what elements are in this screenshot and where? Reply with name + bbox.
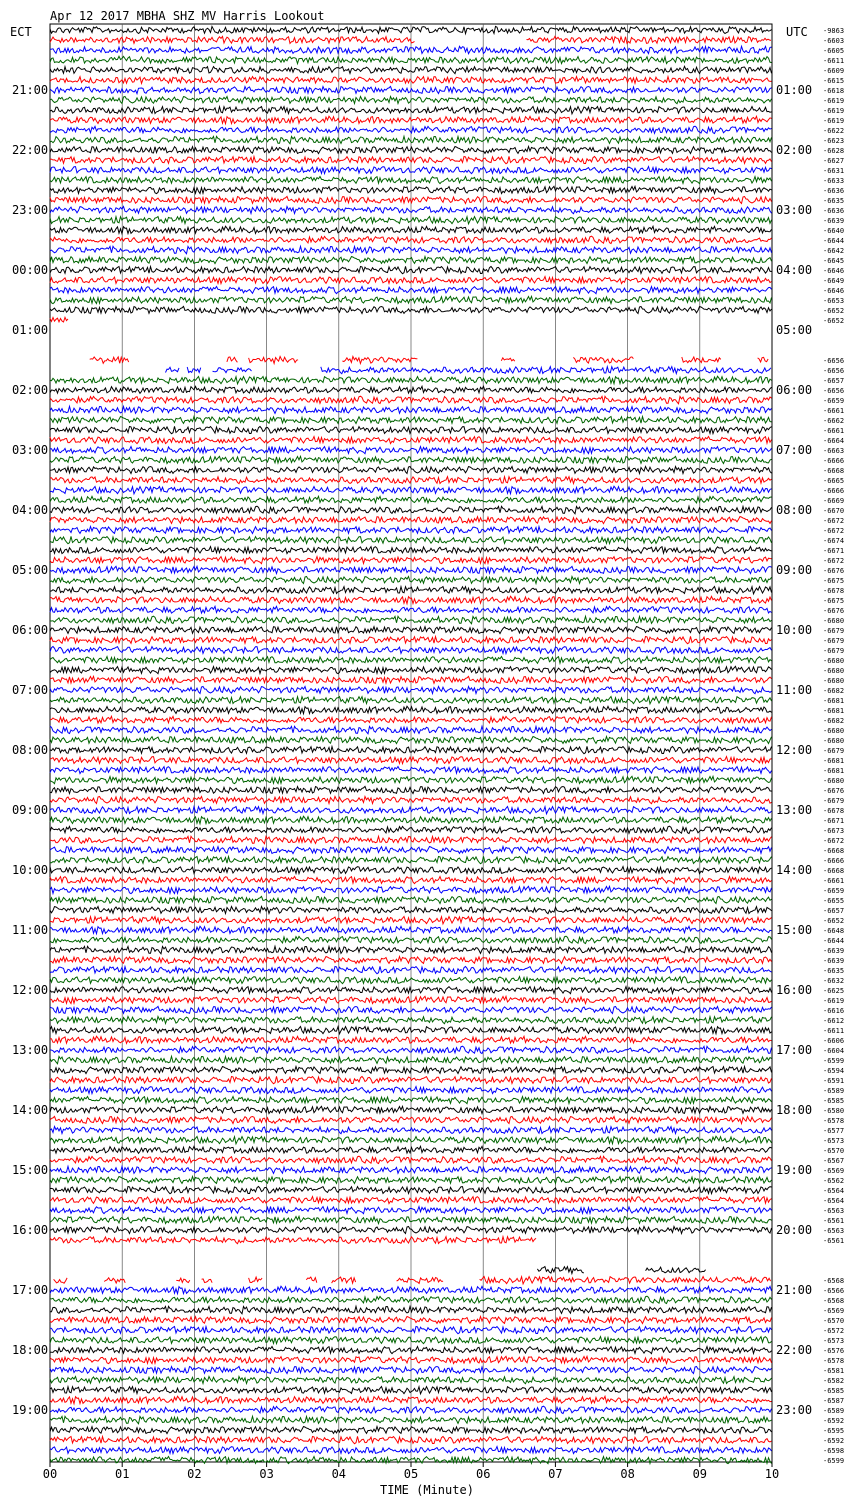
row-value-label: -6668 — [823, 467, 845, 475]
seismic-trace — [50, 317, 68, 322]
right-hour-label: 11:00 — [776, 683, 813, 697]
row-value-label: -6585 — [823, 1097, 845, 1105]
row-value-label: -6635 — [823, 197, 845, 205]
x-tick-label: 08 — [620, 1467, 635, 1481]
row-value-label: -6627 — [823, 157, 845, 165]
row-value-label: -6615 — [823, 77, 845, 85]
row-value-label: -6611 — [823, 57, 845, 65]
row-value-label: -6561 — [823, 1217, 845, 1225]
row-value-label: -6657 — [823, 907, 845, 915]
row-value-label: -6672 — [823, 557, 845, 565]
row-value-label: -6570 — [823, 1147, 845, 1155]
left-hour-label: 09:00 — [12, 803, 49, 817]
left-hour-label: 14:00 — [12, 1103, 49, 1117]
row-value-label: -6680 — [823, 667, 845, 675]
row-value-label: -6681 — [823, 707, 845, 715]
row-value-label: -6680 — [823, 677, 845, 685]
seismic-trace — [213, 368, 252, 373]
x-tick-label: 07 — [548, 1467, 563, 1481]
row-value-label: -6568 — [823, 1277, 845, 1285]
row-value-label: -6645 — [823, 257, 845, 265]
x-tick-label: 02 — [187, 1467, 202, 1481]
left-hour-label: 07:00 — [12, 683, 49, 697]
row-value-label: -6668 — [823, 847, 845, 855]
row-value-label: -6573 — [823, 1137, 845, 1145]
row-value-label: -6576 — [823, 1347, 845, 1355]
right-hour-label: 14:00 — [776, 863, 813, 877]
row-value-label: -6619 — [823, 97, 845, 105]
row-value-label: -6676 — [823, 607, 845, 615]
row-value-label: -6573 — [823, 1337, 845, 1345]
seismic-trace — [646, 1267, 706, 1273]
row-value-label: -6679 — [823, 747, 845, 755]
seismic-trace — [50, 36, 415, 43]
row-value-label: -6681 — [823, 767, 845, 775]
row-value-label: -6672 — [823, 837, 845, 845]
row-value-label: -6623 — [823, 137, 845, 145]
row-value-label: -6582 — [823, 1377, 845, 1385]
row-value-label: -6648 — [823, 927, 845, 935]
seismic-trace — [249, 1277, 263, 1282]
row-value-label: -6561 — [823, 1237, 845, 1245]
row-value-label: -6679 — [823, 647, 845, 655]
row-value-label: -6646 — [823, 287, 845, 295]
seismic-trace — [332, 1277, 356, 1283]
right-hour-label: 10:00 — [776, 623, 813, 637]
x-tick-label: 01 — [114, 1467, 130, 1481]
row-value-label: -6564 — [823, 1197, 845, 1205]
left-hour-label: 03:00 — [12, 443, 49, 457]
row-value-label: -6669 — [823, 497, 845, 505]
row-value-label: -6603 — [823, 37, 845, 45]
row-value-label: -6680 — [823, 777, 845, 785]
left-hour-label: 01:00 — [12, 323, 49, 337]
seismic-trace — [306, 1277, 317, 1283]
seismic-trace — [537, 1267, 584, 1274]
row-value-label: -6612 — [823, 1017, 845, 1025]
row-value-label: -6680 — [823, 657, 845, 665]
row-value-label: -6631 — [823, 167, 845, 175]
row-value-label: -6563 — [823, 1207, 845, 1215]
row-value-label: -9863 — [823, 27, 845, 35]
row-value-label: -6570 — [823, 1317, 845, 1325]
row-value-label: -6681 — [823, 757, 845, 765]
row-value-label: -6655 — [823, 897, 845, 905]
seismic-trace — [227, 357, 238, 362]
seismic-trace — [397, 1278, 444, 1284]
row-value-label: -6672 — [823, 517, 845, 525]
x-axis-label: TIME (Minute) — [380, 1483, 474, 1497]
row-value-label: -6591 — [823, 1077, 845, 1085]
seismic-trace — [176, 1278, 190, 1283]
left-hour-label: 23:00 — [12, 203, 49, 217]
x-tick-label: 09 — [692, 1467, 708, 1481]
x-tick-label: 04 — [331, 1467, 347, 1481]
seismic-trace — [573, 357, 633, 363]
left-hour-label: 00:00 — [12, 263, 49, 277]
row-value-label: -6670 — [823, 507, 845, 515]
row-value-label: -6656 — [823, 357, 845, 365]
row-value-label: -6665 — [823, 477, 845, 485]
row-value-label: -6632 — [823, 977, 845, 985]
right-hour-label: 17:00 — [776, 1043, 813, 1057]
row-value-label: -6595 — [823, 1427, 845, 1435]
left-hour-label: 17:00 — [12, 1283, 49, 1297]
row-value-label: -6672 — [823, 527, 845, 535]
right-hour-label: 23:00 — [776, 1403, 813, 1417]
row-value-label: -6594 — [823, 1067, 845, 1075]
row-value-label: -6639 — [823, 947, 845, 955]
row-value-label: -6585 — [823, 1387, 845, 1395]
left-hour-label: 02:00 — [12, 383, 49, 397]
row-value-label: -6587 — [823, 1397, 845, 1405]
row-value-label: -6578 — [823, 1117, 845, 1125]
row-value-label: -6605 — [823, 47, 845, 55]
row-value-label: -6661 — [823, 407, 845, 415]
right-hour-label: 22:00 — [776, 1343, 813, 1357]
row-value-label: -6675 — [823, 597, 845, 605]
right-hour-label: 02:00 — [776, 143, 813, 157]
left-hour-label: 13:00 — [12, 1043, 49, 1057]
left-hour-label: 15:00 — [12, 1163, 49, 1177]
x-tick-label: 00 — [42, 1467, 58, 1481]
row-value-label: -6572 — [823, 1327, 845, 1335]
row-value-label: -6622 — [823, 127, 845, 135]
row-value-label: -6649 — [823, 277, 845, 285]
right-hour-label: 15:00 — [776, 923, 813, 937]
row-value-label: -6606 — [823, 1037, 845, 1045]
row-value-label: -6652 — [823, 317, 845, 325]
left-timezone-label: ECT — [10, 25, 32, 39]
row-value-label: -6673 — [823, 827, 845, 835]
row-value-label: -6680 — [823, 727, 845, 735]
row-value-label: -6662 — [823, 417, 845, 425]
seismic-trace — [321, 367, 771, 374]
right-hour-label: 20:00 — [776, 1223, 813, 1237]
row-value-label: -6633 — [823, 177, 845, 185]
left-hour-label: 06:00 — [12, 623, 49, 637]
left-hour-label: 16:00 — [12, 1223, 49, 1237]
row-value-label: -6566 — [823, 1287, 845, 1295]
row-value-label: -6567 — [823, 1157, 845, 1165]
left-hour-label: 05:00 — [12, 563, 49, 577]
row-value-label: -6619 — [823, 107, 845, 115]
x-tick-label: 06 — [475, 1467, 491, 1481]
row-value-label: -6652 — [823, 917, 845, 925]
row-value-label: -6656 — [823, 367, 845, 375]
row-value-label: -6599 — [823, 1057, 845, 1065]
left-hour-label: 18:00 — [12, 1343, 49, 1357]
right-timezone-label: UTC — [786, 25, 808, 39]
right-hour-label: 06:00 — [776, 383, 813, 397]
row-value-label: -6581 — [823, 1367, 845, 1375]
row-value-label: -6659 — [823, 887, 845, 895]
seismic-trace — [527, 36, 772, 43]
row-value-label: -6577 — [823, 1127, 845, 1135]
seismic-trace — [187, 367, 201, 373]
row-value-label: -6609 — [823, 67, 845, 75]
row-value-label: -6563 — [823, 1227, 845, 1235]
seismic-trace — [54, 1278, 68, 1283]
right-hour-label: 21:00 — [776, 1283, 813, 1297]
left-hour-label: 04:00 — [12, 503, 49, 517]
seismic-trace — [758, 357, 769, 362]
row-value-label: -6666 — [823, 457, 845, 465]
x-tick-label: 05 — [403, 1467, 419, 1481]
right-hour-label: 01:00 — [776, 83, 813, 97]
row-value-label: -6592 — [823, 1437, 845, 1445]
row-value-label: -6679 — [823, 797, 845, 805]
left-hour-label: 11:00 — [12, 923, 49, 937]
row-value-label: -6592 — [823, 1417, 845, 1425]
left-hour-label: 10:00 — [12, 863, 49, 877]
row-value-label: -6664 — [823, 437, 845, 445]
row-value-label: -6642 — [823, 247, 845, 255]
seismic-trace — [249, 357, 299, 364]
row-value-label: -6644 — [823, 937, 845, 945]
row-value-label: -6671 — [823, 817, 845, 825]
row-value-label: -6679 — [823, 627, 845, 635]
row-value-label: -6628 — [823, 147, 845, 155]
row-value-label: -6656 — [823, 387, 845, 395]
row-value-label: -6661 — [823, 427, 845, 435]
row-value-label: -6599 — [823, 1457, 845, 1465]
right-hour-label: 03:00 — [776, 203, 813, 217]
row-value-label: -6671 — [823, 547, 845, 555]
left-hour-label: 22:00 — [12, 143, 49, 157]
row-value-label: -6668 — [823, 867, 845, 875]
right-hour-label: 08:00 — [776, 503, 813, 517]
row-value-label: -6682 — [823, 687, 845, 695]
row-value-label: -6639 — [823, 957, 845, 965]
right-hour-label: 16:00 — [776, 983, 813, 997]
x-tick-label: 10 — [764, 1467, 780, 1481]
row-value-label: -6680 — [823, 617, 845, 625]
row-value-label: -6663 — [823, 447, 845, 455]
row-value-label: -6652 — [823, 307, 845, 315]
seismic-trace — [90, 357, 129, 363]
right-hour-label: 18:00 — [776, 1103, 813, 1117]
row-value-label: -6674 — [823, 537, 845, 545]
row-value-label: -6676 — [823, 787, 845, 795]
row-value-label: -6675 — [823, 577, 845, 585]
row-value-label: -6635 — [823, 967, 845, 975]
left-hour-label: 08:00 — [12, 743, 49, 757]
seismic-trace — [50, 1237, 536, 1244]
seismic-trace — [480, 1277, 771, 1284]
row-value-label: -6569 — [823, 1167, 845, 1175]
row-value-label: -6661 — [823, 877, 845, 885]
row-value-label: -6681 — [823, 697, 845, 705]
row-value-label: -6682 — [823, 717, 845, 725]
left-hour-label: 12:00 — [12, 983, 49, 997]
row-value-label: -6568 — [823, 1297, 845, 1305]
seismic-trace — [501, 358, 515, 361]
right-hour-label: 05:00 — [776, 323, 813, 337]
row-value-label: -6640 — [823, 227, 845, 235]
row-value-label: -6644 — [823, 237, 845, 245]
row-value-label: -6678 — [823, 587, 845, 595]
row-value-label: -6564 — [823, 1187, 845, 1195]
row-value-label: -6619 — [823, 117, 845, 125]
row-value-label: -6589 — [823, 1407, 845, 1415]
row-value-label: -6636 — [823, 207, 845, 215]
row-value-label: -6666 — [823, 487, 845, 495]
row-value-label: -6646 — [823, 267, 845, 275]
x-tick-label: 03 — [259, 1467, 274, 1481]
row-value-label: -6636 — [823, 187, 845, 195]
seismic-trace — [202, 1279, 213, 1283]
row-value-label: -6618 — [823, 87, 845, 95]
row-value-label: -6598 — [823, 1447, 845, 1455]
row-value-label: -6616 — [823, 1007, 845, 1015]
row-value-label: -6562 — [823, 1177, 845, 1185]
chart-title: Apr 12 2017 MBHA SHZ MV Harris Lookout — [50, 9, 325, 23]
row-value-label: -6666 — [823, 857, 845, 865]
row-value-label: -6611 — [823, 1027, 845, 1035]
right-hour-label: 12:00 — [776, 743, 813, 757]
seismic-trace — [342, 357, 417, 364]
row-value-label: -6679 — [823, 637, 845, 645]
row-value-label: -6589 — [823, 1087, 845, 1095]
row-value-label: -6578 — [823, 1357, 845, 1365]
row-value-label: -6653 — [823, 297, 845, 305]
right-hour-label: 09:00 — [776, 563, 813, 577]
row-value-label: -6659 — [823, 397, 845, 405]
row-value-label: -6619 — [823, 997, 845, 1005]
row-value-label: -6680 — [823, 737, 845, 745]
right-hour-label: 13:00 — [776, 803, 813, 817]
row-value-label: -6678 — [823, 807, 845, 815]
row-value-label: -6676 — [823, 567, 845, 575]
left-hour-label: 19:00 — [12, 1403, 49, 1417]
row-value-label: -6625 — [823, 987, 845, 995]
seismic-trace — [166, 367, 180, 372]
row-value-label: -6657 — [823, 377, 845, 385]
seismic-trace — [682, 357, 721, 363]
row-value-label: -6580 — [823, 1107, 845, 1115]
right-hour-label: 04:00 — [776, 263, 813, 277]
row-value-label: -6639 — [823, 217, 845, 225]
row-value-label: -6604 — [823, 1047, 845, 1055]
left-hour-label: 21:00 — [12, 83, 49, 97]
right-hour-label: 19:00 — [776, 1163, 813, 1177]
right-hour-label: 07:00 — [776, 443, 813, 457]
row-value-label: -6569 — [823, 1307, 845, 1315]
